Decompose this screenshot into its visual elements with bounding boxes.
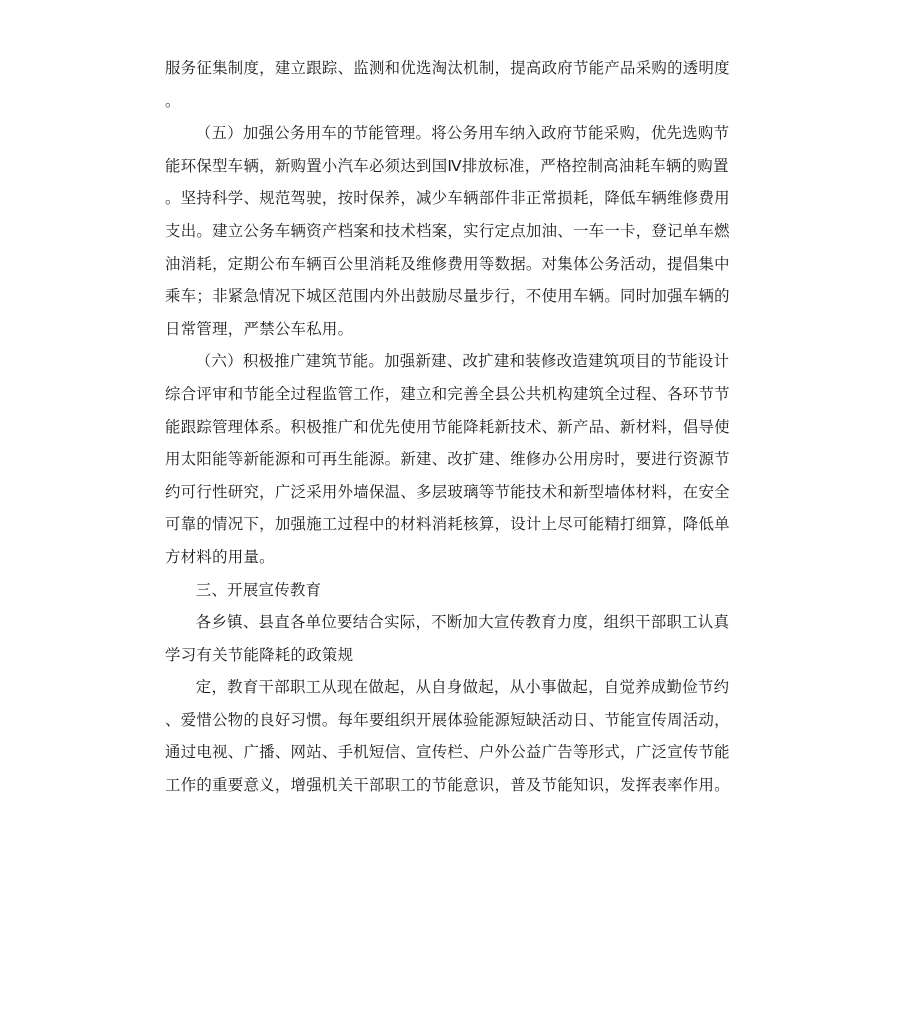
paragraph-line: 综合评审和节能全过程监管工作，建立和完善全县公共机构建筑全过程、各环节节 <box>165 384 730 403</box>
paragraph-line: 支出。建立公务车辆资产档案和技术档案，实行定点加油、一车一卡，登记单车燃 <box>165 221 730 240</box>
document-paragraph <box>165 345 757 573</box>
paragraph-line: （六）积极推广建筑节能。加强新建、改扩建和装修改造建筑项目的节能设计 <box>195 352 730 371</box>
paragraph-line: 。 <box>165 91 181 110</box>
paragraph-line: （五）加强公务用车的节能管理。将公务用车纳入政府节能采购，优先选购节 <box>195 124 730 143</box>
paragraph-line: 学习有关节能降耗的政策规 <box>165 645 354 664</box>
paragraph-line: 能跟踪管理体系。积极推广和优先使用节能降耗新技术、新产品、新材料，倡导使 <box>165 417 730 436</box>
paragraph-line: 定，教育干部职工从现在做起，从自身做起，从小事做起，自觉养成勤俭节约 <box>195 678 730 697</box>
paragraph-line: 油消耗，定期公布车辆百公里消耗及维修费用等数据。对集体公务活动，提倡集中 <box>165 254 730 273</box>
document-paragraph <box>165 117 757 345</box>
document-paragraph <box>165 671 757 801</box>
paragraph-line: 能环保型车辆，新购置小汽车必须达到国Ⅳ排放标准，严格控制高油耗车辆的购置 <box>165 156 729 175</box>
document-paragraph <box>165 574 757 607</box>
paragraph-line: 通过电视、广播、网站、手机短信、宣传栏、户外公益广告等形式，广泛宣传节能 <box>165 743 730 762</box>
paragraph-line: 可靠的情况下，加强施工过程中的材料消耗核算，设计上尽可能精打细算，降低单 <box>165 515 730 534</box>
paragraph-line: 用太阳能等新能源和可再生能源。新建、改扩建、维修办公用房时，要进行资源节 <box>165 450 730 469</box>
document-paragraph <box>165 52 757 117</box>
paragraph-line: 各乡镇、县直各单位要结合实际，不断加大宣传教育力度，组织干部职工认真 <box>195 613 730 632</box>
paragraph-line: 乘车；非紧急情况下城区范围内外出鼓励尽量步行，不使用车辆。同时加强车辆的 <box>165 287 730 306</box>
document-paragraph <box>165 606 757 671</box>
paragraph-line: 三、开展宣传教育 <box>195 580 322 599</box>
paragraph-line: 日常管理，严禁公车私用。 <box>165 319 354 338</box>
paragraph-line: 工作的重要意义，增强机关干部职工的节能意识，普及节能知识，发挥表率作用。 <box>165 776 730 795</box>
document-body <box>165 52 757 802</box>
paragraph-line: 服务征集制度，建立跟踪、监测和优选淘汰机制，提高政府节能产品采购的透明度 <box>165 59 730 77</box>
paragraph-line: 。坚持科学、规范驾驶，按时保养，减少车辆部件非正常损耗，降低车辆维修费用 <box>165 189 730 208</box>
paragraph-line: 方材料的用量。 <box>165 547 275 566</box>
paragraph-line: 、爱惜公物的良好习惯。每年要组织开展体验能源短缺活动日、节能宣传周活动， <box>165 710 730 729</box>
paragraph-line: 约可行性研究，广泛采用外墙保温、多层玻璃等节能技术和新型墙体材料，在安全 <box>165 482 730 501</box>
